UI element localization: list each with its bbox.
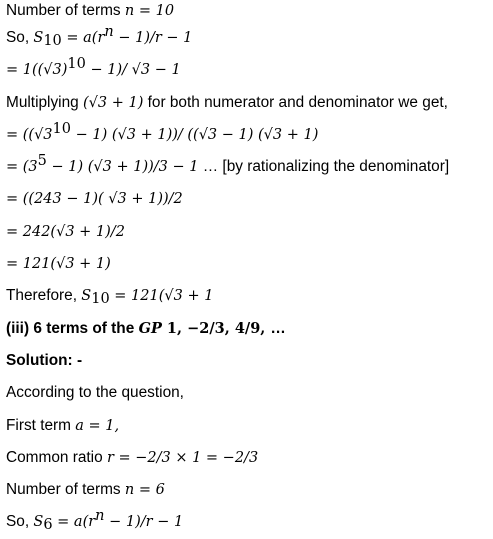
line-text: …: [270, 319, 286, 337]
substitution-line: [6, 54, 491, 86]
question-heading: [6, 313, 491, 345]
line-text: Therefore,: [6, 287, 82, 305]
multiplying-line: [6, 87, 491, 119]
sum-formula-line: [6, 22, 491, 54]
line-text: Number of terms: [6, 481, 125, 499]
math-part: − 1)/r − 1: [113, 30, 193, 46]
math-part: = (3: [6, 159, 38, 176]
line-math: a = 1,: [75, 417, 120, 434]
line-math: = ((243 − 1)( √3 + 1))/2: [6, 191, 183, 208]
multiplied-expression-line: [6, 119, 491, 151]
rationalizing-line: [6, 151, 491, 183]
common-ratio-line: [6, 442, 491, 474]
line-text: First term: [6, 416, 76, 434]
math-part: S: [81, 288, 92, 305]
math-part: = a(r: [52, 514, 96, 531]
line-text: So,: [6, 29, 34, 46]
math-part: = 121(√3 + 1: [109, 288, 214, 305]
line-math: r = −2/3 × 1 = −2/3: [106, 449, 259, 466]
subscript: 10: [43, 33, 62, 49]
line-text: (iii) 6 terms of the: [6, 319, 139, 337]
therefore-line: [6, 280, 491, 312]
first-term-line: [6, 410, 491, 442]
line-text: Number of terms: [6, 2, 125, 19]
math-part: S: [33, 514, 44, 531]
line-math: n = 6: [124, 482, 165, 499]
number-of-terms-line: [6, 0, 491, 22]
line-text: Solution: -: [6, 351, 83, 369]
sum-formula-line: [6, 506, 491, 538]
math-part: = 1((√3): [6, 62, 68, 79]
math-part: − 1)/r − 1: [104, 514, 184, 531]
line-text: So,: [6, 513, 34, 531]
math-part: − 1)/ √3 − 1: [85, 62, 181, 79]
line-text: According to the question,: [6, 384, 184, 402]
line-math: = 121(√3 + 1): [6, 256, 111, 273]
math-part: − 1) (√3 + 1))/3 − 1: [46, 159, 199, 176]
number-of-terms-line: [6, 474, 491, 506]
math-part: = ((√3: [6, 126, 53, 143]
line-math: n = 10: [124, 3, 175, 19]
subscript: 6: [43, 517, 53, 534]
step-line: [6, 216, 491, 248]
superscript: 10: [52, 120, 71, 137]
solution-document: [6, 0, 491, 539]
superscript: n: [104, 24, 114, 40]
subscript: 10: [91, 291, 110, 308]
step-line: [6, 248, 491, 280]
line-math: (√3 + 1): [82, 94, 144, 111]
line-text: Common ratio: [6, 448, 107, 466]
math-part: S: [33, 30, 44, 46]
step-line: [6, 183, 491, 215]
line-text: Multiplying: [6, 93, 83, 111]
superscript: 10: [67, 56, 86, 73]
math-part: GP: [138, 319, 162, 337]
according-line: [6, 377, 491, 409]
line-text: … [by rationalizing the denominator]: [198, 158, 450, 176]
line-math: = 242(√3 + 1)/2: [6, 223, 125, 240]
superscript: 5: [37, 153, 47, 170]
math-part: = a(r: [61, 30, 105, 46]
superscript: n: [95, 508, 105, 525]
line-text: for both numerator and denominator we get,: [143, 93, 448, 111]
math-part: 1, −2/3, 4/9,: [161, 319, 271, 337]
solution-heading: [6, 345, 491, 377]
math-part: − 1) (√3 + 1))/ ((√3 − 1) (√3 + 1): [71, 126, 319, 143]
